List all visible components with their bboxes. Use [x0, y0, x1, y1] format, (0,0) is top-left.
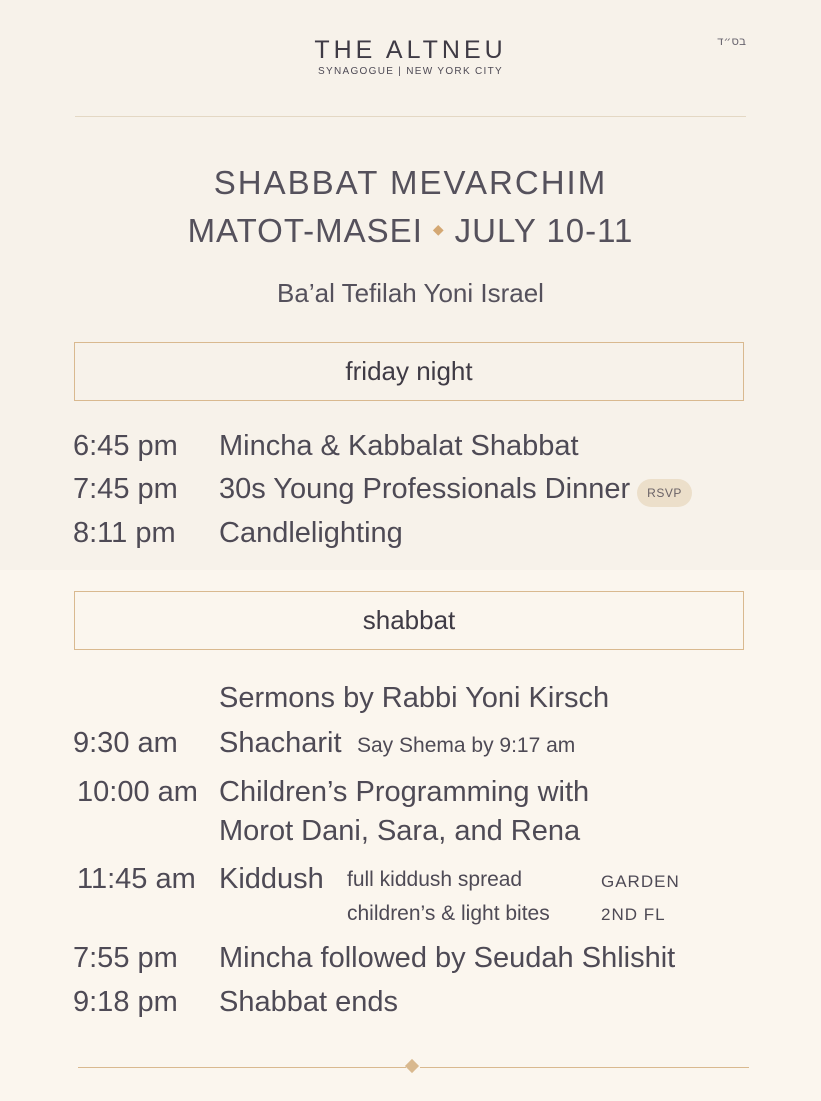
schedule-event: Shacharit: [219, 727, 342, 759]
schedule-time: 9:18 pm: [73, 986, 178, 1018]
schedule-time: 7:55 pm: [73, 942, 178, 974]
diamond-separator-icon: ◆: [432, 220, 445, 237]
kiddush-option: full kiddush spread: [347, 868, 523, 891]
kiddush-location: GARDEN: [601, 872, 680, 891]
schedule-time: 9:30 am: [73, 727, 178, 759]
schedule-event: Children’s Programming with: [219, 776, 590, 808]
kiddush-location: 2ND FL: [601, 905, 666, 924]
schedule-time: 6:45 pm: [73, 430, 178, 462]
event-title-line1: SHABBAT MEVARCHIM: [213, 164, 608, 201]
kiddush-option: children’s & light bites: [347, 902, 550, 925]
event-title-line2: [0, 212, 821, 250]
logo-title: THE ALTNEU: [314, 36, 507, 64]
schedule-time: 8:11 pm: [73, 517, 176, 549]
schedule-event: Mincha followed by Seudah Shlishit: [219, 942, 676, 974]
logo-subtitle: SYNAGOGUE | NEW YORK CITY: [318, 66, 503, 77]
schedule-event: Mincha & Kabbalat Shabbat: [219, 430, 579, 462]
schedule-event: Shabbat ends: [219, 986, 398, 1018]
rsvp-badge[interactable]: RSVP: [637, 479, 692, 507]
shema-note: Say Shema by 9:17 am: [357, 734, 576, 757]
sermons-note: Sermons by Rabbi Yoni Kirsch: [219, 682, 610, 714]
schedule-event: Kiddush: [219, 863, 324, 895]
baal-tefilah: Ba’al Tefilah Yoni Israel: [277, 278, 544, 308]
bsd-mark: בס״ד: [717, 34, 747, 48]
event-dates: JULY 10-11: [454, 212, 634, 249]
schedule-time: 10:00 am: [77, 776, 198, 808]
section-header-shabbat: shabbat: [74, 591, 744, 650]
bottom-divider-right: [420, 1067, 749, 1068]
schedule-event: Candlelighting: [219, 517, 403, 549]
schedule-event: 30s Young Professionals Dinner: [219, 473, 631, 505]
top-divider: [75, 116, 746, 117]
schedule-time: 7:45 pm: [73, 473, 178, 505]
diamond-ornament-icon: [405, 1059, 419, 1073]
schedule-event-continued: Morot Dani, Sara, and Rena: [219, 815, 581, 847]
parsha-name: MATOT-MASEI: [187, 212, 423, 249]
bottom-divider-left: [78, 1067, 406, 1068]
section-header-friday: friday night: [74, 342, 744, 401]
schedule-time: 11:45 am: [77, 863, 196, 895]
